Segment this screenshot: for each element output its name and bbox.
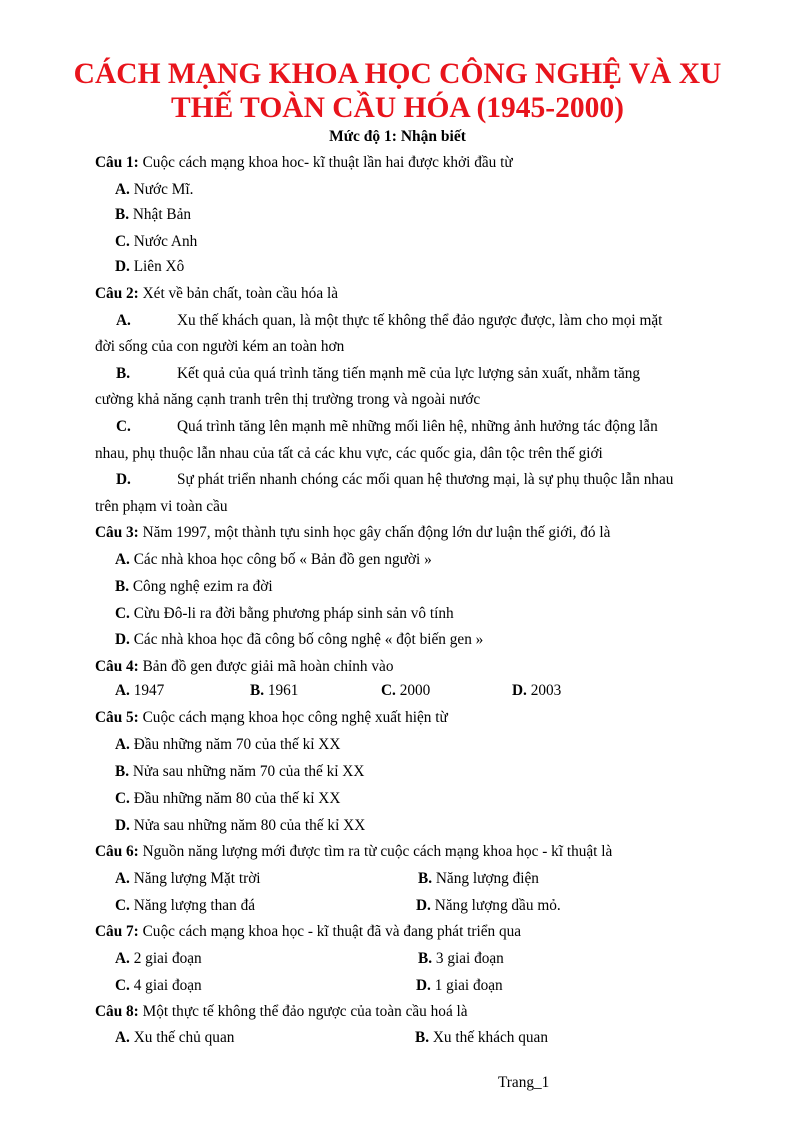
question-text: Nguồn năng lượng mới được tìm ra từ cuộc cách mạng khoa học - kĩ thuật là: [142, 843, 613, 860]
question-7: [95, 923, 521, 941]
question-text: Cuộc cách mạng khoa hoc- kĩ thuật lần hai được khởi đầu từ: [142, 154, 513, 171]
question-text: Cuộc cách mạng khoa học - kĩ thuật đã và đang phát triển qua: [142, 923, 522, 940]
option-d: D. 1 giai đoạn: [416, 977, 503, 994]
question-5: [95, 709, 448, 727]
question-label: Câu 7:: [95, 923, 139, 940]
option-b: B. Nửa sau những năm 70 của thế kỉ XX: [115, 763, 365, 780]
question-1: [95, 154, 513, 172]
option-b: B. Công nghệ ezim ra đời: [115, 578, 273, 595]
option-a: A. 1947: [115, 682, 165, 699]
option-b: B. Năng lượng điện: [418, 870, 539, 887]
option-c: C. 2000: [381, 682, 431, 699]
option-b-line1: Kết quả của quá trình tăng tiến mạnh mẽ của lực lượng sản xuất, nhằm tăng: [177, 365, 641, 382]
question-label: Câu 8:: [95, 1003, 139, 1020]
option-b: B. 1961: [250, 682, 299, 699]
option-a-letter: A.: [116, 312, 131, 329]
option-a: A. Năng lượng Mặt trời: [115, 870, 261, 887]
option-d: D. Nửa sau những năm 80 của thế kỉ XX: [115, 817, 366, 834]
question-3: [95, 524, 610, 542]
option-b-line2: cường khả năng cạnh tranh trên thị trường trong và ngoài nước: [95, 391, 481, 408]
question-6: [95, 843, 612, 861]
title-line-1: CÁCH MẠNG KHOA HỌC CÔNG NGHỆ VÀ XU: [73, 58, 722, 90]
option-d: D. Liên Xô: [115, 258, 185, 275]
page-number: Trang_1: [498, 1074, 550, 1091]
title-line-2: THẾ TOÀN CẦU HÓA (1945-2000): [171, 92, 624, 124]
question-label: Câu 1:: [95, 154, 139, 171]
option-b: B. 3 giai đoạn: [418, 950, 504, 967]
question-text: Bản đồ gen được giải mã hoàn chỉnh vào: [142, 658, 394, 675]
option-c-line2: nhau, phụ thuộc lẫn nhau của tất cả các khu vực, các quốc gia, dân tộc trên thế giới: [95, 445, 603, 462]
option-d-line2: trên phạm vi toàn cầu: [95, 498, 228, 515]
question-text: Một thực tế không thể đảo ngược của toàn cầu hoá là: [142, 1003, 468, 1020]
option-c: C. Đầu những năm 80 của thế kỉ XX: [115, 790, 341, 807]
option-c-line1: Quá trình tăng lên mạnh mẽ những mối liên hệ, những ảnh hưởng tác động lẫn: [177, 418, 658, 435]
question-label: Câu 5:: [95, 709, 139, 726]
option-a: A. Xu thế chủ quan: [115, 1029, 235, 1046]
option-c: C. 4 giai đoạn: [115, 977, 202, 994]
option-c-letter: C.: [116, 418, 131, 435]
question-8: [95, 1003, 468, 1021]
question-2: [95, 285, 338, 303]
question-label: Câu 4:: [95, 658, 139, 675]
option-a: A. Các nhà khoa học công bố « Bản đồ gen người »: [115, 551, 432, 568]
question-label: Câu 2:: [95, 285, 139, 302]
question-label: Câu 3:: [95, 524, 139, 541]
option-b: B. Xu thế khách quan: [415, 1029, 548, 1046]
option-a: A. Nước Mĩ.: [115, 181, 194, 198]
option-a-line2: đời sống của con người kém an toàn hơn: [95, 338, 345, 355]
option-d-line1: Sự phát triển nhanh chóng các mối quan hệ thương mại, là sự phụ thuộc lẫn nhau: [177, 471, 674, 488]
question-text: Xét về bản chất, toàn cầu hóa là: [142, 285, 338, 302]
option-d-letter: D.: [116, 471, 131, 488]
option-a: A. Đầu những năm 70 của thế kỉ XX: [115, 736, 341, 753]
option-b-letter: B.: [116, 365, 131, 382]
option-d: D. Năng lượng dầu mỏ.: [416, 897, 561, 914]
question-text: Năm 1997, một thành tựu sinh học gây chấn động lớn dư luận thế giới, đó là: [142, 524, 611, 541]
option-d: D. 2003: [512, 682, 562, 699]
option-a: A. 2 giai đoạn: [115, 950, 202, 967]
question-text: Cuộc cách mạng khoa học công nghệ xuất hiện từ: [142, 709, 448, 726]
option-d: D. Các nhà khoa học đã công bố công nghệ « đột biến gen »: [115, 631, 484, 648]
option-c: C. Năng lượng than đá: [115, 897, 256, 914]
option-a-line1: Xu thế khách quan, là một thực tế không thể đảo ngược được, làm cho mọi mặt: [177, 312, 663, 329]
option-c: C. Nước Anh: [115, 233, 198, 250]
option-b: B. Nhật Bản: [115, 206, 192, 223]
question-label: Câu 6:: [95, 843, 139, 860]
option-c: C. Cừu Đô-li ra đời bằng phương pháp sinh sản vô tính: [115, 605, 454, 622]
subtitle: Mức độ 1: Nhận biết: [329, 128, 466, 145]
question-4: [95, 658, 393, 676]
